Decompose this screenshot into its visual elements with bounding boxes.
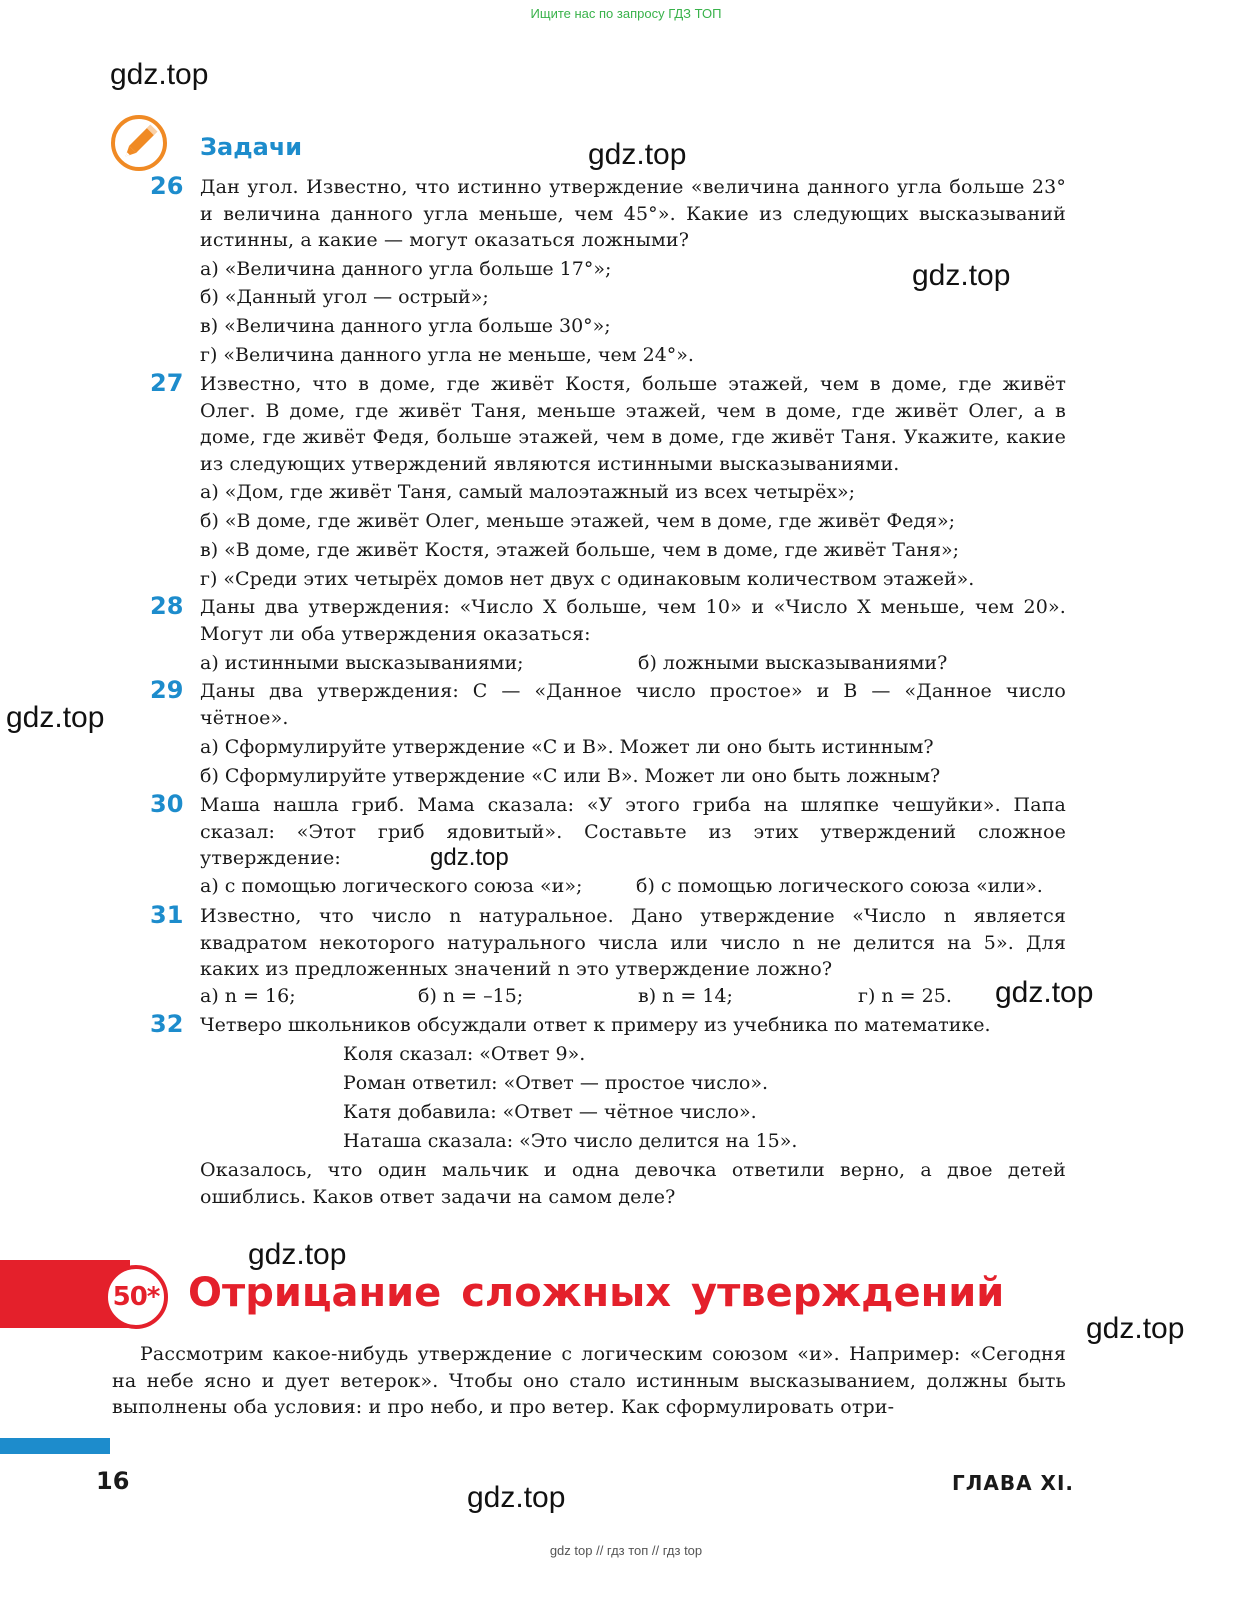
task-option: а) «Дом, где живёт Таня, самый малоэтажный из всех четырёх»; — [200, 481, 856, 503]
watermark: gdz.top — [6, 701, 105, 734]
page-number: 16 — [96, 1467, 130, 1495]
task-quote: Катя добавила: «Ответ — чётное число». — [343, 1101, 757, 1123]
chapter-number: 50* — [112, 1282, 160, 1312]
task-option: а) с помощью логического союза «и»; — [200, 875, 583, 897]
task-quote: Коля сказал: «Ответ 9». — [343, 1043, 586, 1065]
chapter-title: Отрицание сложных утверждений — [188, 1270, 1005, 1316]
task-option: б) n = –15; — [418, 985, 524, 1007]
task-conclusion: Оказалось, что один мальчик и одна девочка ответили верно, а двое детей ошиблись. Каков ответ задачи на самом деле? — [200, 1159, 1066, 1208]
bottom-links[interactable]: gdz top // гдз топ // гдз top — [549, 1543, 703, 1558]
task-number: 30 — [150, 790, 184, 818]
watermark: gdz.top — [912, 259, 1011, 292]
watermark: gdz.top — [248, 1238, 347, 1271]
task-option: в) «В доме, где живёт Костя, этажей больше, чем в доме, где живёт Таня»; — [200, 539, 959, 561]
footer-accent-bar — [0, 1438, 110, 1454]
watermark: gdz.top — [588, 138, 687, 171]
task-option: в) «Величина данного угла больше 30°»; — [200, 315, 611, 337]
chapter-number-badge — [104, 1265, 168, 1329]
task-option: а) n = 16; — [200, 985, 296, 1007]
section-title: Задачи — [200, 133, 303, 161]
task-option: б) Сформулируйте утверждение «C или B». Может ли оно быть ложным? — [200, 765, 941, 787]
task-quote: Наташа сказала: «Это число делится на 15». — [343, 1130, 798, 1152]
task-quote: Роман ответил: «Ответ — простое число». — [343, 1072, 769, 1094]
task-text: Известно, что число n натуральное. Дано утверждение «Число n является квадратом некоторого натурального числа или число n не делится на 5». Для каких из предложенных значений n это утверждение ложно? — [200, 905, 1066, 980]
chapter-label: ГЛАВА XI. — [952, 1471, 1074, 1495]
task-option: б) с помощью логического союза «или». — [636, 875, 1043, 897]
task-text: Маша нашла гриб. Мама сказала: «У этого гриба на шляпке чешуйки». Папа сказал: «Этот гриб ядовитый». Составьте из этих утверждений сложное утверждение: — [200, 794, 1066, 869]
task-option: а) истинными высказываниями; — [200, 652, 524, 674]
watermark: gdz.top — [995, 976, 1094, 1009]
chapter-intro: Рассмотрим какое-нибудь утверждение с логическим союзом «и». Например: «Сегодня на небе ясно и дует ветерок». Чтобы оно стало истинным высказыванием, должны быть выполнены оба условия: и про небо, и про ветер. Как сформулировать отри- — [112, 1343, 1066, 1418]
task-text: Даны два утверждения: C — «Данное число простое» и B — «Данное число чётное». — [200, 680, 1066, 729]
task-text: Известно, что в доме, где живёт Костя, больше этажей, чем в доме, где живёт Олег. В доме, где живёт Таня, меньше этажей, чем в доме, где живёт Олег, а в доме, где живёт Федя, больше этажей, чем в доме, где живёт Таня. Укажите, какие из следующих утверждений являются истинными высказываниями. — [200, 373, 1066, 475]
task-option: г) n = 25. — [858, 985, 952, 1007]
task-option: а) Сформулируйте утверждение «C и B». Может ли оно быть истинным? — [200, 736, 934, 758]
task-option: г) «Среди этих четырёх домов нет двух с одинаковым количеством этажей». — [200, 568, 975, 590]
task-text: Четверо школьников обсуждали ответ к примеру из учебника по математике. — [200, 1014, 991, 1036]
task-number: 28 — [150, 592, 184, 620]
task-number: 31 — [150, 901, 184, 929]
task-text: Дан угол. Известно, что истинно утверждение «величина данного угла больше 23° и величина данного угла меньше, чем 45°». Какие из следующих высказываний истинны, а какие — могут оказаться ложными? — [200, 176, 1066, 251]
task-text: Даны два утверждения: «Число X больше, чем 10» и «Число X меньше, чем 20». Могут ли оба утверждения оказаться: — [200, 596, 1066, 645]
task-number: 32 — [150, 1010, 184, 1038]
watermark: gdz.top — [110, 58, 209, 91]
task-number: 26 — [150, 172, 184, 200]
task-option: в) n = 14; — [638, 985, 733, 1007]
watermark: gdz.top — [1086, 1312, 1185, 1345]
pencil-icon — [110, 114, 168, 172]
watermark: gdz.top — [430, 844, 509, 871]
watermark: gdz.top — [467, 1481, 566, 1514]
task-option: б) ложными высказываниями? — [638, 652, 948, 674]
task-option: а) «Величина данного угла больше 17°»; — [200, 258, 612, 280]
task-option: б) «Данный угол — острый»; — [200, 286, 489, 308]
top-banner[interactable]: Ищите нас по запросу ГДЗ ТОП — [530, 6, 722, 21]
task-option: б) «В доме, где живёт Олег, меньше этажей, чем в доме, где живёт Федя»; — [200, 510, 956, 532]
task-number: 27 — [150, 369, 184, 397]
task-number: 29 — [150, 676, 184, 704]
task-option: г) «Величина данного угла не меньше, чем 24°». — [200, 344, 694, 366]
